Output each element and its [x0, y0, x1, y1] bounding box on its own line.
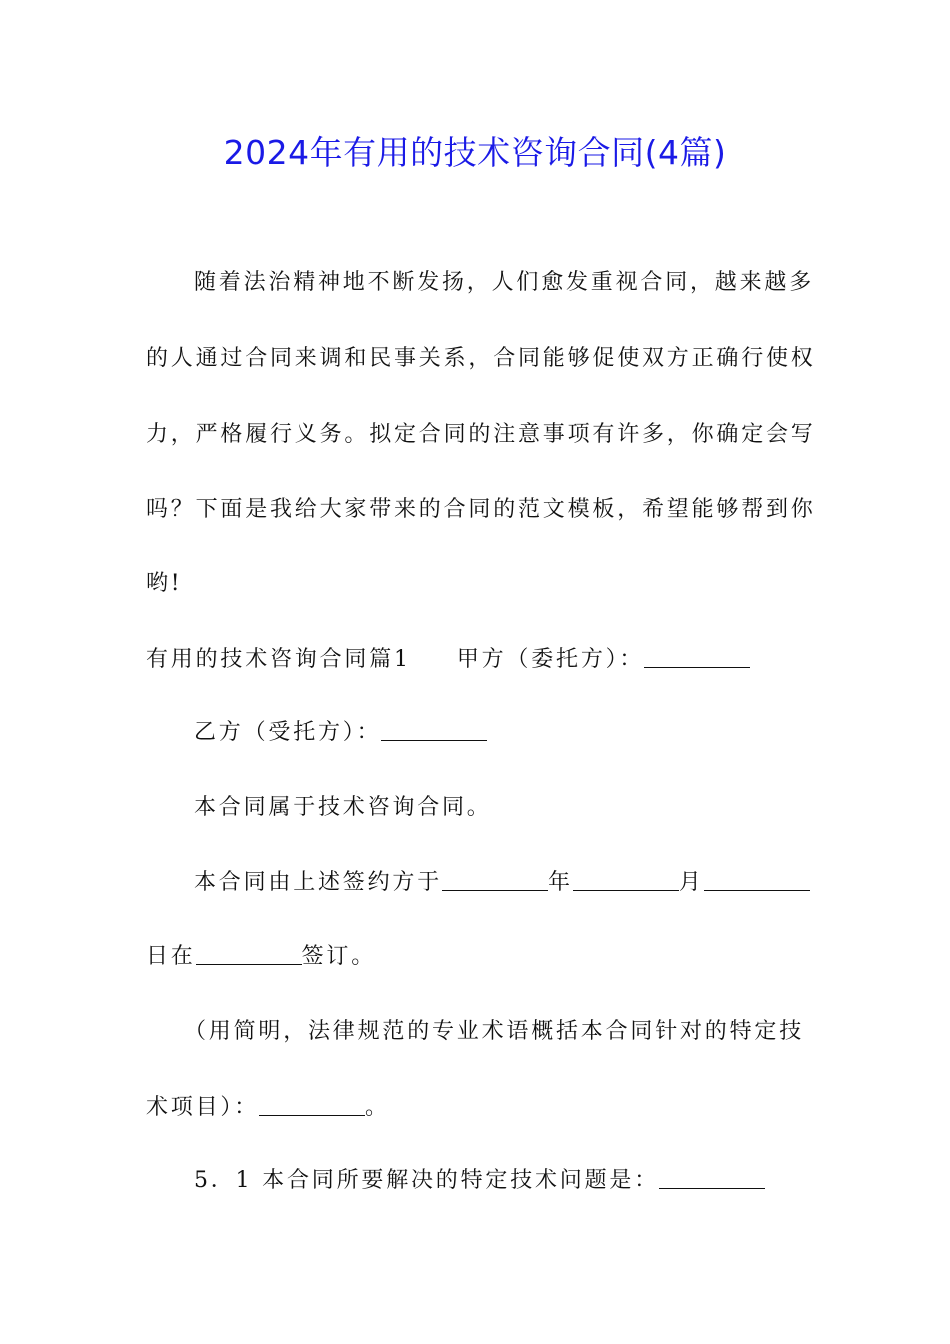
party-b-blank: [381, 718, 487, 741]
project-blank: [259, 1093, 365, 1116]
clause-5-1: 5．1 本合同所要解决的特定技术问题是：: [194, 1168, 659, 1193]
contract-type-line: 本合同属于技术咨询合同。: [194, 795, 492, 820]
signing-line-1: [194, 868, 810, 898]
section-heading: 有用的技术咨询合同篇1: [146, 647, 411, 672]
intro-line-2: 的人通过合同来调和民事关系，合同能够促使双方正确行使权: [146, 346, 816, 371]
clause-5-1-blank: [659, 1166, 765, 1189]
signing-year-label: 年: [548, 870, 573, 895]
project-suffix: 。: [365, 1095, 390, 1120]
signing-month-blank: [573, 868, 679, 891]
signing-year-blank: [442, 868, 548, 891]
party-b-label: 乙方（受托方）：: [194, 720, 382, 745]
signing-suffix: 签订。: [301, 944, 377, 969]
signing-day-label: 日在: [146, 944, 196, 969]
intro-line-3: 力，严格履行义务。拟定合同的注意事项有许多，你确定会写: [146, 422, 816, 447]
project-line-2: [146, 1093, 390, 1123]
signing-place-blank: [196, 942, 302, 965]
project-prefix: 术项目）：: [146, 1095, 260, 1120]
party-a-blank: [644, 645, 750, 668]
document-title: 2024年有用的技术咨询合同(4篇): [223, 133, 727, 172]
intro-line-1: 随着法治精神地不断发扬，人们愈发重视合同，越来越多: [194, 270, 815, 295]
signing-prefix: 本合同由上述签约方于: [194, 870, 443, 895]
party-b-line: [194, 718, 487, 748]
party-a-label: 甲方（委托方）：: [456, 647, 645, 672]
signing-month-label: 月: [678, 870, 704, 895]
signing-day-blank: [704, 868, 810, 891]
intro-line-4: 吗？下面是我给大家带来的合同的范文模板，希望能够帮到你: [146, 497, 816, 522]
project-line-1: （用简明，法律规范的专业术语概括本合同针对的特定技: [184, 1019, 805, 1044]
intro-line-5: 哟!: [146, 571, 183, 596]
clause-5-1-line: [194, 1166, 765, 1196]
section-heading-line: [146, 645, 750, 675]
signing-line-2: [146, 942, 376, 972]
